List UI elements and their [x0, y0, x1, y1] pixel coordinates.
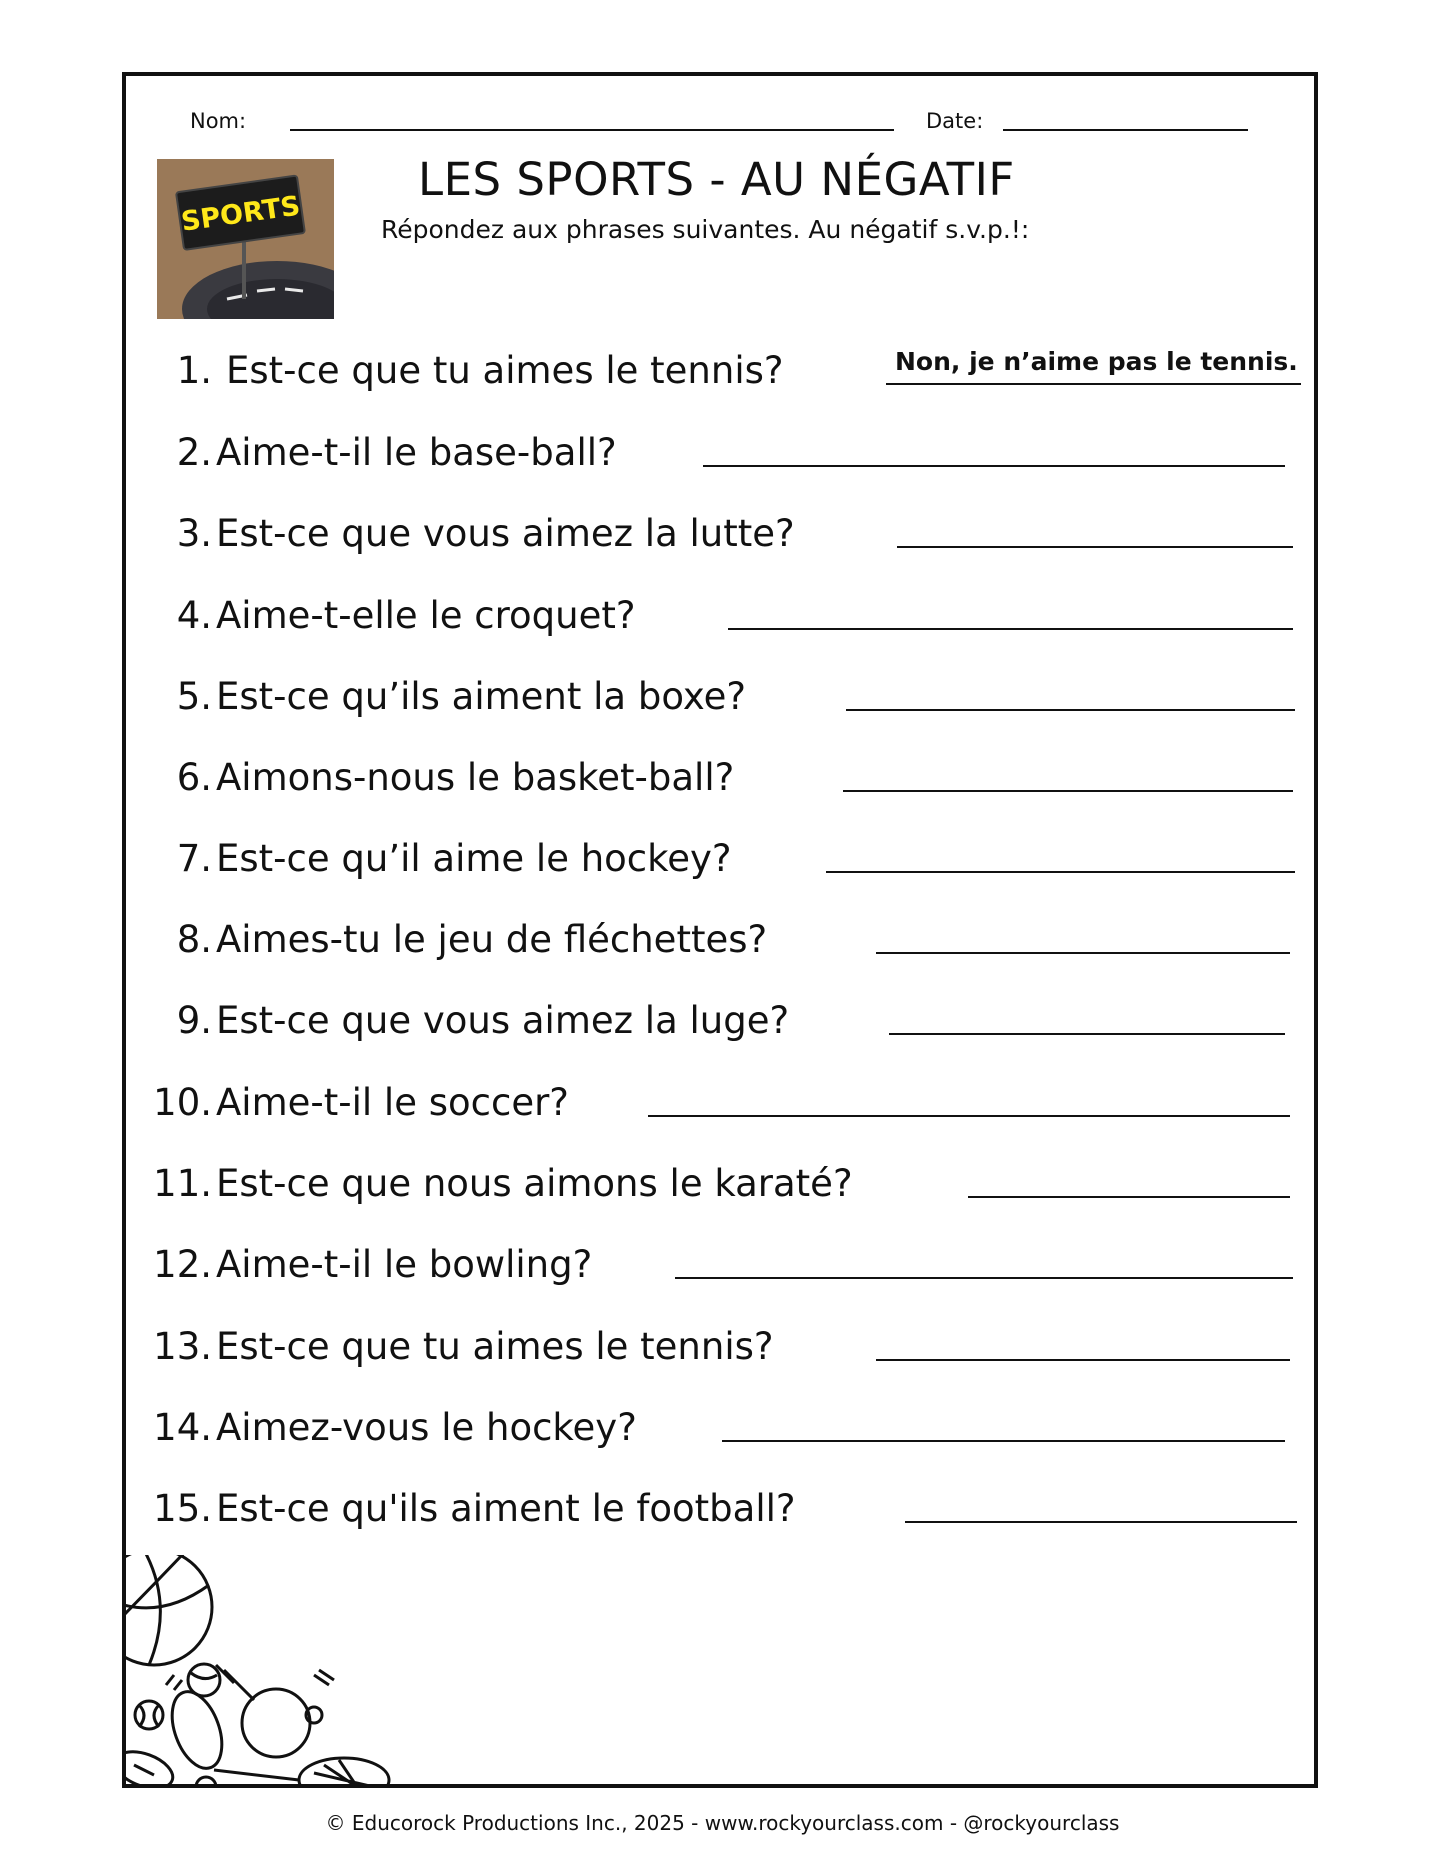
- answer-line[interactable]: [703, 465, 1285, 467]
- answer-line[interactable]: [675, 1277, 1293, 1279]
- sports-sign-image: [157, 159, 334, 319]
- answer-line[interactable]: [648, 1115, 1290, 1117]
- answer-line[interactable]: [968, 1196, 1290, 1198]
- footer-copyright: © Educorock Productions Inc., 2025 - www.rockyourclass.com - @rockyourclass: [325, 1811, 1120, 1835]
- answer-line[interactable]: [905, 1521, 1297, 1523]
- answer-line[interactable]: [886, 383, 1301, 385]
- answer-line[interactable]: [876, 1359, 1290, 1361]
- name-line: [290, 129, 894, 131]
- date-label: Date:: [926, 109, 984, 133]
- answer-line[interactable]: [876, 952, 1290, 954]
- svg-text:SPORTS: SPORTS: [179, 190, 303, 238]
- answer-line[interactable]: [897, 546, 1293, 548]
- answer-line[interactable]: [826, 871, 1295, 873]
- answer-line[interactable]: [889, 1033, 1285, 1035]
- worksheet-title: LES SPORTS - AU NÉGATIF: [418, 153, 1015, 206]
- answer-line[interactable]: [728, 628, 1293, 630]
- example-answer: Non, je n’aime pas le tennis.: [895, 347, 1298, 376]
- answer-line[interactable]: [722, 1440, 1285, 1442]
- instructions: Répondez aux phrases suivantes. Au négatif s.v.p.!:: [381, 215, 1030, 244]
- answer-line[interactable]: [846, 709, 1295, 711]
- answer-line[interactable]: [843, 790, 1293, 792]
- sports-equipment-illustration: [124, 1555, 434, 1787]
- date-line: [1003, 129, 1248, 131]
- name-label: Nom:: [190, 109, 247, 133]
